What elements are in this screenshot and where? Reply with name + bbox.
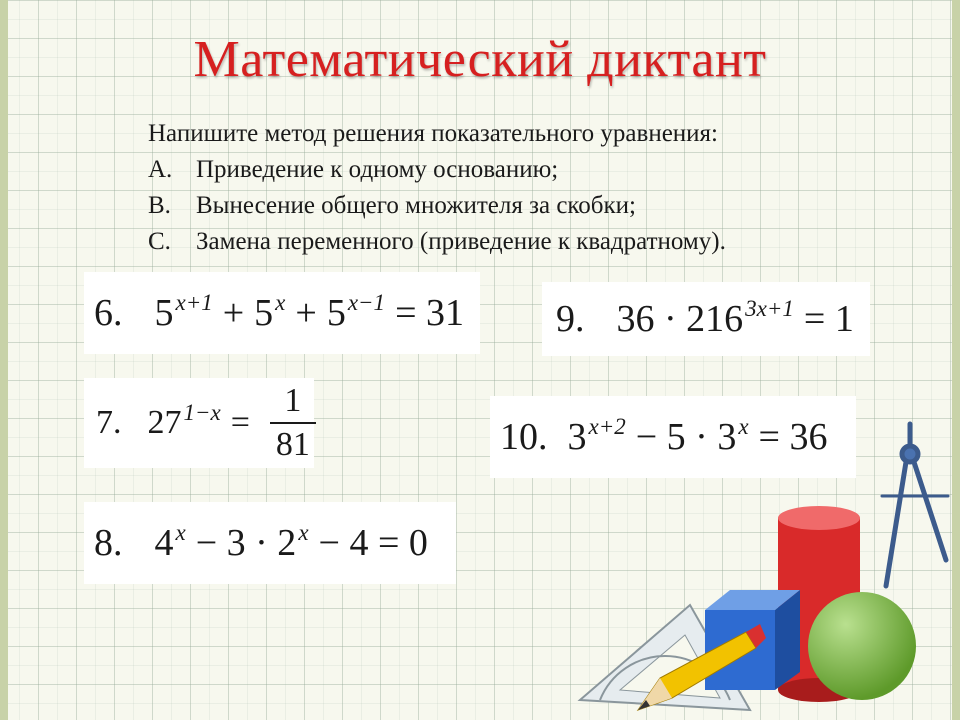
exponent: x	[738, 414, 749, 439]
base: 3	[567, 416, 587, 458]
exponent: x+2	[588, 414, 626, 439]
operator: − 3 · 2	[195, 522, 297, 564]
sphere-icon	[808, 592, 916, 700]
exponent: x	[298, 520, 309, 545]
base: 5	[254, 292, 274, 334]
option-c	[148, 224, 726, 260]
operator: +	[295, 292, 317, 334]
operator: − 5 · 3	[635, 416, 737, 458]
compass-icon	[882, 424, 948, 586]
equation-expression	[155, 521, 438, 565]
equation-7	[84, 378, 314, 468]
operator: =	[230, 404, 250, 441]
equation-number: 9.	[556, 298, 585, 340]
option-text: Приведение к одному основанию;	[196, 156, 559, 183]
base: 5	[326, 292, 346, 334]
right-hand-side: = 36	[758, 416, 828, 458]
option-letter: B.	[148, 192, 171, 219]
geometry-tools-illustration	[560, 410, 960, 720]
base: 27	[147, 404, 182, 441]
option-letter: A.	[148, 156, 173, 183]
equation-6	[84, 272, 480, 354]
exponent: 3x+1	[745, 296, 794, 321]
right-hand-side: − 4 = 0	[318, 522, 428, 564]
exponent: x	[275, 290, 286, 315]
base: 36 · 216	[616, 298, 744, 340]
equation-number: 8.	[94, 522, 123, 564]
exponent: x−1	[347, 290, 386, 315]
exponent: x	[175, 520, 186, 545]
equation-9	[542, 282, 870, 356]
numerator: 1	[284, 382, 302, 419]
denominator: 81	[275, 426, 310, 463]
option-text: Замена переменного (приведение к квадратному).	[196, 228, 726, 255]
option-letter: C.	[148, 228, 171, 255]
slide-title: Математический диктант	[193, 31, 767, 88]
base: 4	[154, 522, 174, 564]
equation-expression	[617, 297, 864, 341]
option-text: Вынесение общего множителя за скобки;	[196, 192, 636, 219]
equation-number: 6.	[94, 292, 123, 334]
equation-8	[84, 502, 456, 584]
option-a	[148, 152, 726, 188]
right-hand-side: = 31	[395, 292, 464, 334]
equation-number: 7.	[96, 404, 122, 441]
equation-expression	[155, 291, 475, 335]
instructions-prompt: Напишите метод решения показательного уравнения:	[148, 120, 718, 147]
fraction	[270, 380, 316, 466]
exponent: 1−x	[183, 400, 221, 425]
exponent: x+1	[175, 290, 213, 315]
operator: +	[222, 292, 245, 334]
base: 5	[154, 292, 174, 334]
option-b	[148, 188, 726, 224]
equation-number: 10.	[500, 416, 548, 458]
instructions	[148, 116, 726, 260]
right-hand-side: = 1	[803, 298, 854, 340]
equation-expression	[148, 380, 316, 466]
